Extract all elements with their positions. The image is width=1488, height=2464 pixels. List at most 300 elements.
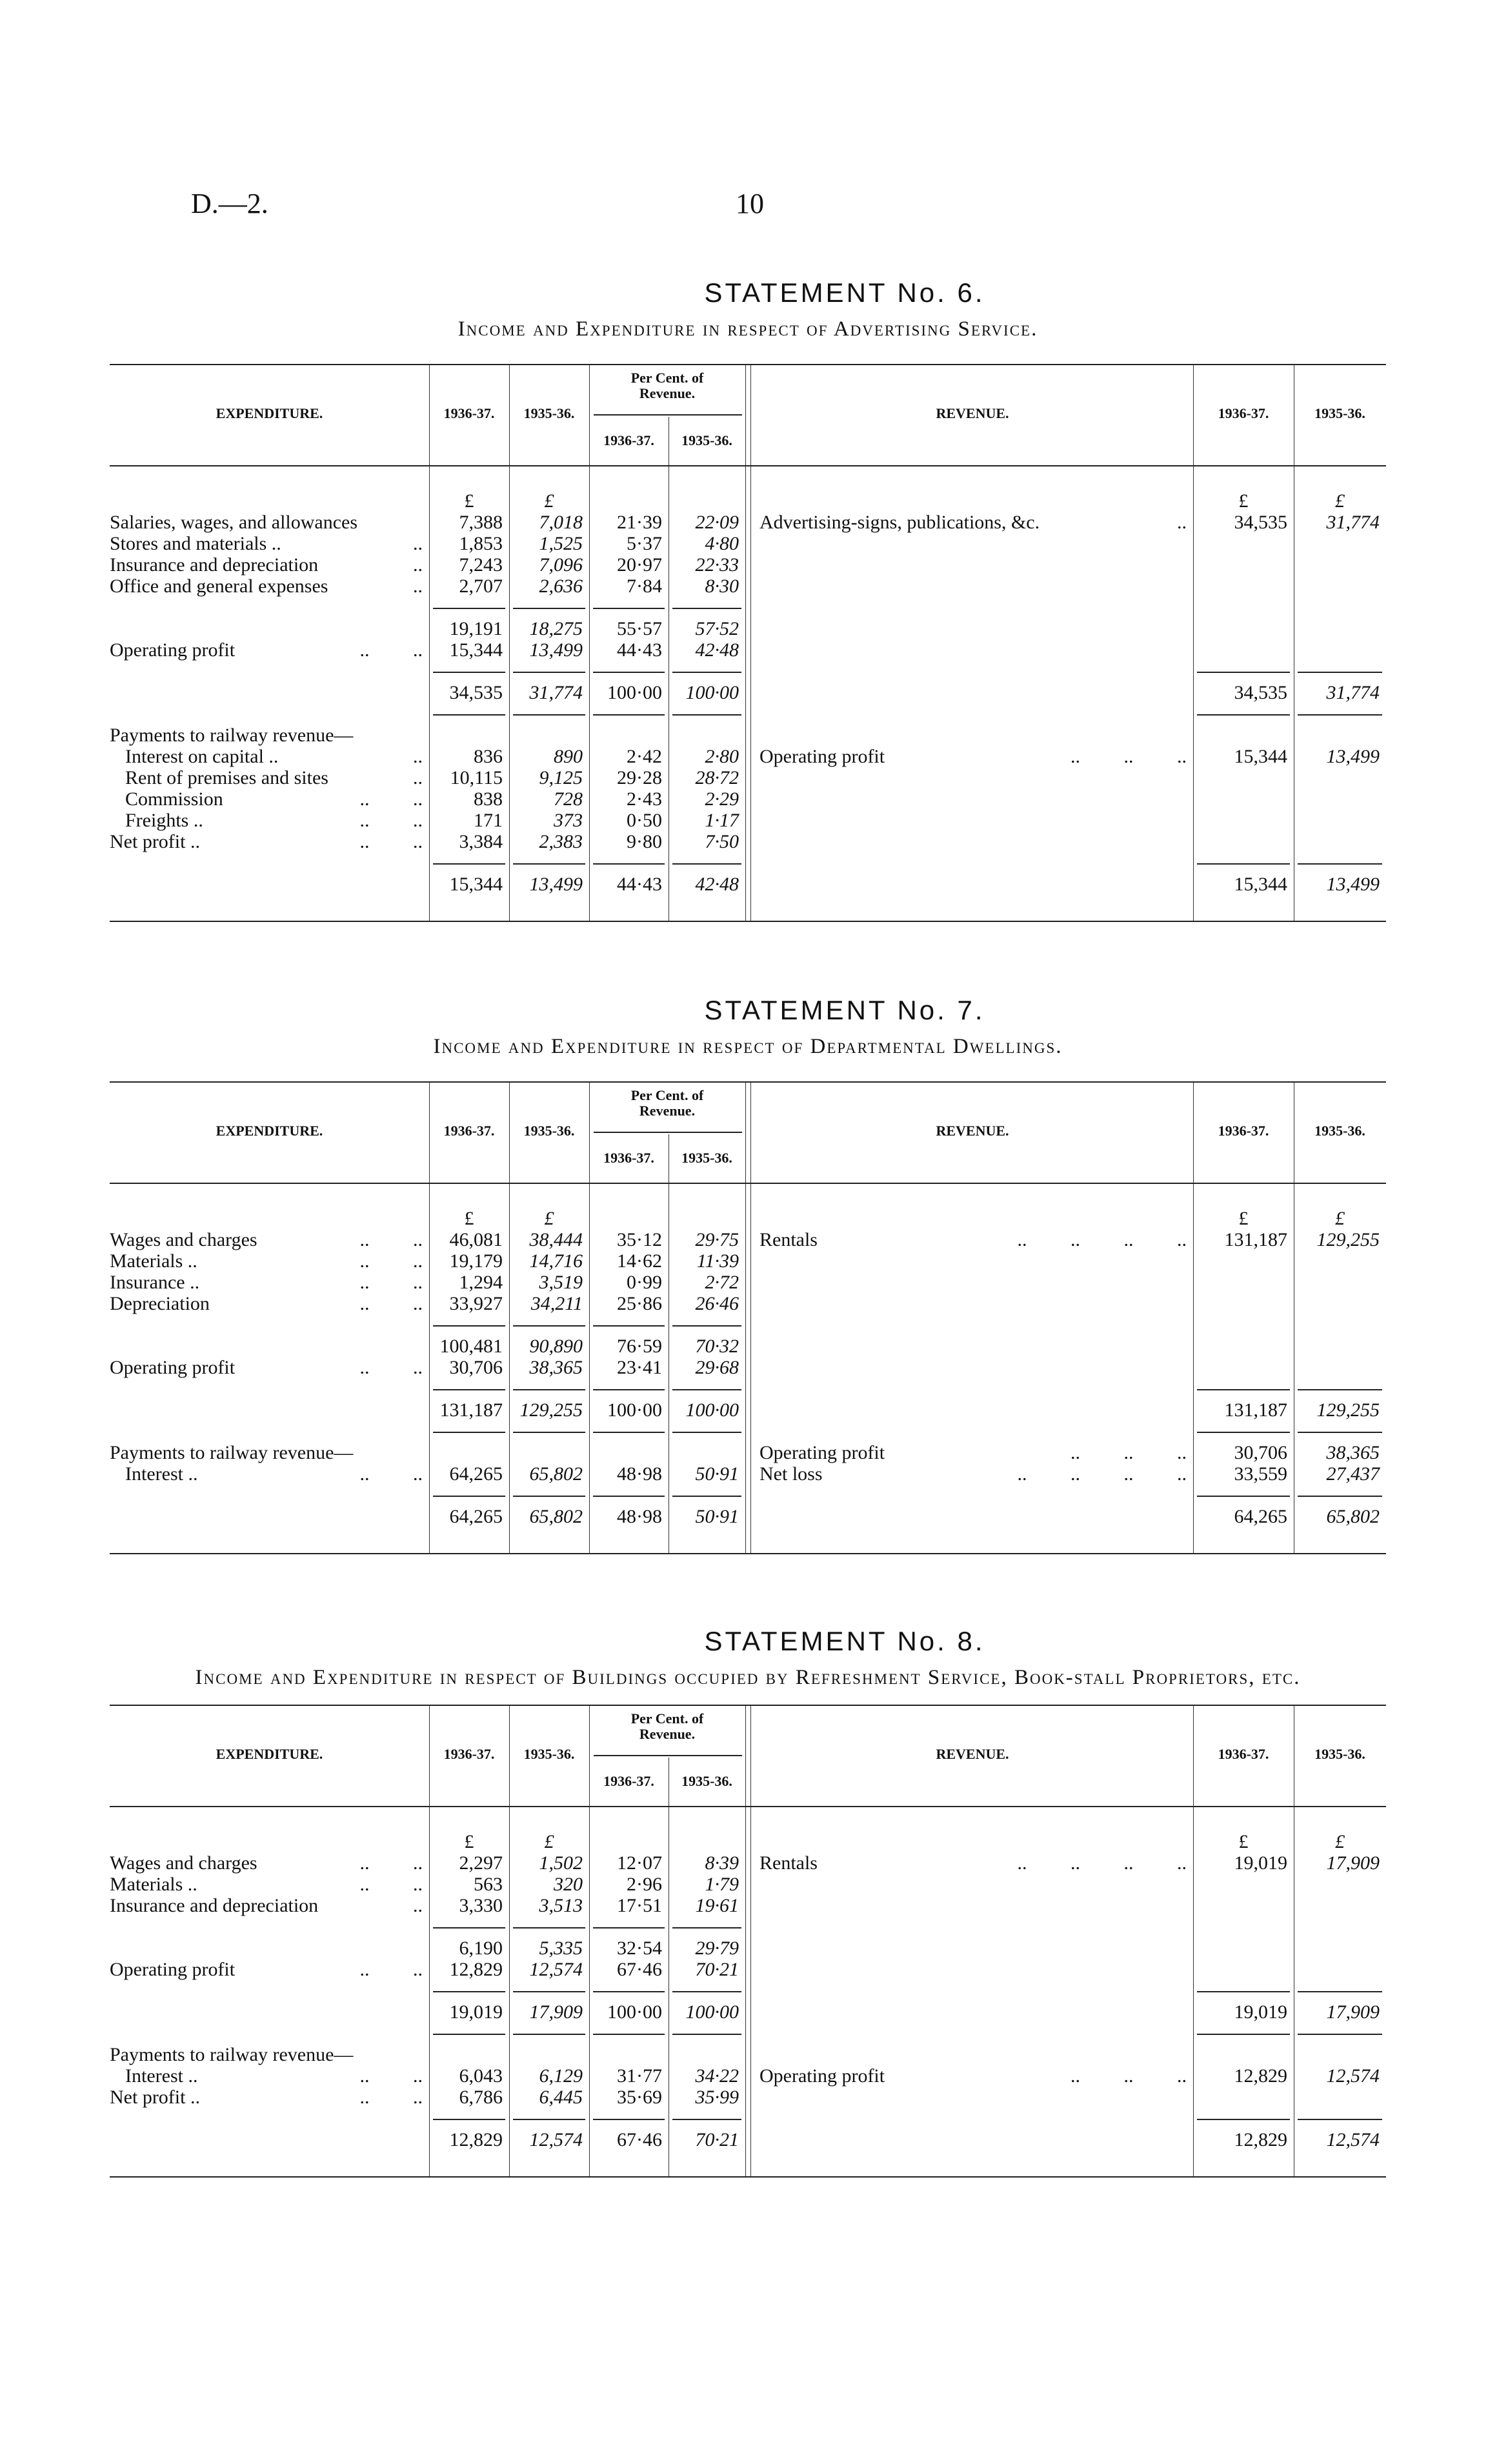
subtotal-rule [433,863,505,865]
amount-1936-37: 6,190 [459,1938,503,1959]
percent-1935-36: 42·48 [695,639,739,661]
amount-1936-37: 30,706 [449,1357,503,1378]
subtotal-rule [513,1432,585,1433]
column-rule [1193,365,1194,465]
column-rule [589,1807,590,2176]
revenue-label: Operating profit [759,2065,885,2087]
expenditure-label: Interest .. [125,1463,198,1485]
statement-table [110,1081,1386,1554]
percent-1936-37: 44·43 [617,874,662,895]
amount-1936-37: 3,384 [459,831,503,852]
amount-1935-36: 6,129 [539,2065,583,2087]
amount-1936-37: 64,265 [449,1463,503,1485]
dot-leader: .. .. [359,1357,423,1378]
percent-1935-36: 70·21 [695,2129,739,2150]
statement-8 [110,1626,1386,2178]
table-header [110,1083,1386,1184]
percent-1936-37: 25·86 [617,1293,662,1314]
column-rule [1193,1083,1194,1183]
revenue-1935-36: £ [1335,1208,1345,1229]
amount-1935-36: 7,096 [539,554,583,576]
statement-7 [110,995,1386,1554]
subtotal-rule [593,1927,665,1928]
expenditure-label: Wages and charges [110,1852,257,1874]
column-rule [589,1706,590,1806]
expenditure-label: Salaries, wages, and allowances [110,512,358,533]
table-body [110,1184,1386,1554]
percent-1936-37-heading: 1936-37. [603,432,654,448]
percent-1936-37: 23·41 [617,1357,662,1378]
year-1935-36-heading: 1935-36. [523,1746,575,1762]
subtotal-rule [433,714,505,716]
amount-1935-36: 12,574 [529,1959,583,1980]
percent-1936-37: 48·98 [617,1506,662,1527]
year-1935-36-heading: 1935-36. [523,405,575,421]
revenue-total-rule [1197,2034,1290,2035]
amount-1936-37: 19,179 [449,1250,503,1272]
expenditure-label: Freights .. [125,810,203,831]
page-reference: D.—2. [191,188,268,219]
revenue-total-rule [1197,863,1290,865]
revenue-1936-37: 19,019 [1234,2001,1287,2023]
percent-1935-36: 8·39 [705,1852,739,1874]
revenue-1936-37: 33,559 [1234,1463,1287,1485]
column-rule [750,1706,751,1806]
revenue-1935-36: 17,909 [1326,1852,1380,1874]
revenue-1936-37: 30,706 [1234,1442,1287,1463]
amount-1936-37: 15,344 [449,874,503,895]
dot-leader: .. .. [359,1874,423,1895]
percent-1936-37: 2·96 [627,1874,662,1895]
revenue-total-rule [1298,2034,1382,2035]
subtotal-rule [433,1389,505,1390]
column-rule [745,1083,746,1183]
subtotal-rule [672,1325,741,1327]
dot-leader: .. .. [359,1959,423,1980]
revenue-1935-36-heading: 1935-36. [1314,405,1365,421]
percent-1936-37: 35·12 [617,1229,662,1250]
column-rule [589,365,590,465]
revenue-label: Operating profit [759,746,885,767]
column-rule [750,466,751,921]
revenue-1936-37: £ [1238,1208,1249,1229]
subtotal-rule [433,2034,505,2035]
amount-1935-36: 65,802 [529,1506,583,1527]
subtotal-rule [433,1991,505,1992]
amount-1935-36: 13,499 [529,639,583,661]
year-1936-37-heading: 1936-37. [443,1123,495,1139]
subtotal-rule [513,608,585,609]
revenue-1936-37: 131,187 [1224,1399,1287,1421]
percent-1936-37: 44·43 [617,639,662,661]
amount-1936-37: 171 [474,810,503,831]
revenue-1935-36: 31,774 [1326,682,1380,703]
percent-1935-36: 50·91 [695,1506,739,1527]
year-1936-37-heading: 1936-37. [443,1746,495,1762]
expenditure-label: Payments to railway revenue— [110,1442,354,1463]
amount-1936-37: 1,294 [459,1272,503,1293]
expenditure-label: Operating profit [110,639,236,661]
amount-1936-37: 3,330 [459,1895,503,1916]
percent-1936-37: 17·51 [617,1895,662,1916]
column-rule [745,466,746,921]
percent-1935-36-heading: 1935-36. [681,1150,732,1166]
revenue-label: Net loss [759,1463,823,1485]
percent-of-revenue-heading: Per Cent. of Revenue. [630,1710,704,1742]
revenue-total-rule [1298,2119,1382,2120]
revenue-total-rule [1298,1496,1382,1497]
subtotal-rule [593,1496,665,1497]
subtotal-rule [593,2119,665,2120]
amount-1935-36: 320 [554,1874,583,1895]
revenue-1936-37-heading: 1936-37. [1218,405,1269,421]
revenue-total-rule [1197,714,1290,716]
percent-subheading-rule [594,1755,742,1756]
expenditure-label: Operating profit [110,1959,236,1980]
amount-1936-37: 7,243 [459,554,503,576]
percent-1936-37: 35·69 [617,2087,662,2108]
percent-1936-37: 0·50 [627,810,662,831]
dot-leader: .. [413,1895,423,1916]
subtotal-rule [672,1432,741,1433]
percent-1936-37: 14·62 [617,1250,662,1272]
percent-of-revenue-heading: Per Cent. of Revenue. [630,1087,704,1119]
percent-1936-37: 2·43 [627,788,662,810]
percent-1936-37: 5·37 [627,533,662,554]
revenue-1936-37: £ [1238,1831,1249,1852]
subtotal-rule [672,672,741,673]
amount-1936-37: 64,265 [449,1506,503,1527]
amount-1936-37: 2,297 [459,1852,503,1874]
percent-1936-37: 7·84 [627,576,662,597]
revenue-total-rule [1197,1389,1290,1390]
expenditure-label: Wages and charges [110,1229,257,1250]
amount-1935-36: 890 [554,746,583,767]
statement-table [110,1705,1386,2178]
subtotal-rule [433,672,505,673]
column-rule [509,1184,510,1553]
revenue-1935-36: 129,255 [1316,1399,1380,1421]
percent-1936-37: 100·00 [607,682,662,703]
percent-1935-36-heading: 1935-36. [681,432,732,448]
percent-1935-36: 70·32 [695,1336,739,1357]
amount-1936-37: 6,043 [459,2065,503,2087]
dot-leader: .. [413,576,423,597]
column-rule [429,1184,430,1553]
percent-1935-36: 2·80 [705,746,739,767]
revenue-1935-36: 27,437 [1326,1463,1380,1485]
amount-1936-37: 33,927 [449,1293,503,1314]
revenue-1936-37: 34,535 [1234,682,1287,703]
percent-1935-36: 28·72 [695,767,739,788]
amount-1936-37: 836 [474,746,503,767]
revenue-1936-37: 19,019 [1234,1852,1287,1874]
amount-1935-36: 1,502 [539,1852,583,1874]
subtotal-rule [593,1325,665,1327]
dot-leader: .. .. [359,2087,423,2108]
expenditure-label: Materials .. [110,1250,197,1272]
subtotal-rule [513,2034,585,2035]
percent-of-revenue-heading: Per Cent. of Revenue. [630,370,704,401]
subtotal-rule [433,1927,505,1928]
column-rule [1193,466,1194,921]
expenditure-label: Depreciation [110,1293,210,1314]
percent-1936-37: 2·42 [627,746,662,767]
subtotal-rule [513,1496,585,1497]
amount-1935-36: 34,211 [530,1293,583,1314]
subtotal-rule [672,2034,741,2035]
column-rule [745,1184,746,1553]
percent-1935-36: 4·80 [705,533,739,554]
amount-1935-36: £ [544,490,554,512]
year-1935-36-heading: 1935-36. [523,1123,575,1139]
percent-1935-36: 35·99 [695,2087,739,2108]
percent-1936-37: 100·00 [607,2001,662,2023]
dot-leader: .. .. [359,1250,423,1272]
revenue-1936-37-heading: 1936-37. [1218,1746,1269,1762]
percent-1935-36: 19·61 [695,1895,739,1916]
amount-1936-37: 7,388 [459,512,503,533]
expenditure-label: Net profit .. [110,2087,200,2108]
amount-1936-37: 10,115 [450,767,503,788]
subtotal-rule [513,1325,585,1327]
amount-1935-36: 13,499 [529,874,583,895]
revenue-1936-37-heading: 1936-37. [1218,1123,1269,1139]
statement-subtitle: Income and Expenditure in respect of Buildings occupied by Refreshment Service, Book-stall Proprietors, etc. [195,1666,1301,1689]
column-rule [429,365,430,465]
column-rule [509,1706,510,1806]
percent-1936-37: 21·39 [617,512,662,533]
amount-1935-36: 14,716 [529,1250,583,1272]
revenue-total-rule [1298,672,1382,673]
percent-1935-36: 50·91 [695,1463,739,1485]
revenue-total-rule [1298,1432,1382,1433]
dot-leader: .. .. [359,788,423,810]
expenditure-label: Commission [125,788,223,810]
subtotal-rule [672,1496,741,1497]
column-rule [750,1184,751,1553]
statement-table [110,364,1386,922]
amount-1935-36: £ [544,1831,554,1852]
percent-1935-36: 29·68 [695,1357,739,1378]
percent-1935-36: 100·00 [685,682,739,703]
statement-6 [110,277,1386,922]
statement-title: STATEMENT No. 7. [704,995,985,1025]
column-rule [745,1706,746,1806]
column-rule [509,466,510,921]
dot-leader: .. [413,767,423,788]
amount-1936-37: 2,707 [459,576,503,597]
percent-1936-37: 20·97 [617,554,662,576]
expenditure-label: Interest .. [125,2065,198,2087]
column-rule [750,1807,751,2176]
dot-leader: .. .. [359,1463,423,1485]
column-rule [1193,1706,1194,1806]
subtotal-rule [672,1927,741,1928]
percent-1936-37: 100·00 [607,1399,662,1421]
percent-1936-37: 12·07 [617,1852,662,1874]
revenue-1935-36: £ [1335,1831,1345,1852]
dot-leader: .. .. .. [1071,2065,1187,2087]
amount-1936-37: 46,081 [449,1229,503,1250]
subtotal-rule [672,1389,741,1390]
column-rule [750,365,751,465]
percent-1935-36: 29·79 [695,1938,739,1959]
subtotal-rule [672,1991,741,1992]
revenue-label: Rentals [759,1229,818,1250]
year-1936-37-heading: 1936-37. [443,405,495,421]
column-rule [589,1083,590,1183]
percent-1935-36: 7·50 [705,831,739,852]
expenditure-label: Stores and materials .. [110,533,281,554]
revenue-1936-37: 131,187 [1224,1229,1287,1250]
dot-leader: .. .. [359,810,423,831]
subtotal-rule [513,2119,585,2120]
revenue-label: Operating profit [759,1442,885,1463]
percent-1935-36: 70·21 [695,1959,739,1980]
column-rule [1193,1807,1194,2176]
percent-1935-36: 42·48 [695,874,739,895]
revenue-1936-37: £ [1238,490,1249,512]
amount-1936-37: 131,187 [439,1399,503,1421]
table-header [110,1706,1386,1807]
amount-1936-37: £ [464,490,474,512]
amount-1936-37: 6,786 [459,2087,503,2108]
amount-1936-37: 838 [474,788,503,810]
amount-1936-37: 100,481 [439,1336,503,1357]
subtotal-rule [433,608,505,609]
percent-1935-36: 57·52 [695,618,739,639]
revenue-1935-36-heading: 1935-36. [1314,1123,1365,1139]
expenditure-heading: EXPENDITURE. [216,405,323,421]
column-rule [429,1807,430,2176]
amount-1935-36: 129,255 [519,1399,583,1421]
amount-1936-37: 19,019 [449,2001,503,2023]
subtotal-rule [593,1389,665,1390]
dot-leader: .. [413,554,423,576]
expenditure-label: Operating profit [110,1357,236,1378]
revenue-1935-36: 13,499 [1326,874,1380,895]
column-rule [509,365,510,465]
amount-1936-37: 12,829 [449,2129,503,2150]
dot-leader: .. .. [359,2065,423,2087]
amount-1935-36: 373 [554,810,583,831]
page-number: 10 [736,188,764,219]
amount-1935-36: 31,774 [529,682,583,703]
amount-1935-36: 38,444 [529,1229,583,1250]
amount-1935-36: 3,513 [539,1895,583,1916]
subtotal-rule [513,1927,585,1928]
percent-1936-37: 0·99 [627,1272,662,1293]
dot-leader: .. .. [359,1852,423,1874]
percent-1936-37: 55·57 [617,618,662,639]
amount-1936-37: 15,344 [449,639,503,661]
revenue-label: Advertising-signs, publications, &c. [759,512,1040,533]
revenue-1936-37: 15,344 [1234,874,1287,895]
subtotal-rule [672,2119,741,2120]
revenue-1936-37: 12,829 [1234,2129,1287,2150]
amount-1935-36: 90,890 [529,1336,583,1357]
subtotal-rule [593,1432,665,1433]
amount-1935-36: 2,383 [539,831,583,852]
revenue-1935-36: 65,802 [1326,1506,1380,1527]
dot-leader: .. .. .. .. [1017,1463,1187,1485]
subtotal-rule [433,2119,505,2120]
revenue-1936-37: 64,265 [1234,1506,1287,1527]
revenue-1936-37: 15,344 [1234,746,1287,767]
percent-1936-37: 9·80 [627,831,662,852]
subtotal-rule [593,1991,665,1992]
expenditure-label: Insurance and depreciation [110,1895,319,1916]
revenue-1935-36: 17,909 [1326,2001,1380,2023]
percent-1936-37: 29·28 [617,767,662,788]
amount-1936-37: 12,829 [449,1959,503,1980]
expenditure-heading: EXPENDITURE. [216,1746,323,1762]
percent-1936-37: 67·46 [617,1959,662,1980]
percent-1935-36: 8·30 [705,576,739,597]
percent-1935-36-heading: 1935-36. [681,1773,732,1789]
revenue-1936-37: 34,535 [1234,512,1287,533]
percent-1935-36: 1·79 [705,1874,739,1895]
revenue-1935-36: £ [1335,490,1345,512]
percent-1936-37: 32·54 [617,1938,662,1959]
expenditure-label: Insurance .. [110,1272,200,1293]
percent-1936-37: 76·59 [617,1336,662,1357]
statement-subtitle: Income and Expenditure in respect of Advertising Service. [457,317,1038,341]
amount-1935-36: 9,125 [539,767,583,788]
subtotal-rule [593,2034,665,2035]
percent-1936-37: 48·98 [617,1463,662,1485]
statement-title: STATEMENT No. 6. [704,277,985,308]
column-rule [745,365,746,465]
subtotal-rule [593,608,665,609]
expenditure-label: Net profit .. [110,831,200,852]
percent-subheading-rule [594,1132,742,1133]
percent-subheading-rule [594,414,742,416]
amount-1935-36: £ [544,1208,554,1229]
column-rule [750,1083,751,1183]
percent-1935-36: 29·75 [695,1229,739,1250]
amount-1935-36: 65,802 [529,1463,583,1485]
amount-1935-36: 2,636 [539,576,583,597]
revenue-total-rule [1298,1991,1382,1992]
amount-1935-36: 5,335 [539,1938,583,1959]
revenue-total-rule [1197,1432,1290,1433]
statement-subtitle: Income and Expenditure in respect of Departmental Dwellings. [433,1035,1063,1058]
subtotal-rule [513,672,585,673]
subtotal-rule [513,863,585,865]
dot-leader: .. [413,533,423,554]
subtotal-rule [513,714,585,716]
revenue-heading: REVENUE. [936,405,1009,421]
amount-1935-36: 6,445 [539,2087,583,2108]
amount-1935-36: 3,519 [539,1272,583,1293]
percent-1936-37: 67·46 [617,2129,662,2150]
dot-leader: .. .. .. .. [1017,1229,1187,1250]
subtotal-rule [672,608,741,609]
revenue-total-rule [1197,1991,1290,1992]
column-rule [429,466,430,921]
subtotal-rule [513,1389,585,1390]
column-rule [589,466,590,921]
expenditure-label: Office and general expenses [110,576,328,597]
revenue-heading: REVENUE. [936,1123,1009,1139]
expenditure-label: Insurance and depreciation [110,554,319,576]
column-rule [509,1807,510,2176]
revenue-total-rule [1298,1389,1382,1390]
revenue-1935-36: 129,255 [1316,1229,1380,1250]
percent-1936-37: 31·77 [617,2065,662,2087]
